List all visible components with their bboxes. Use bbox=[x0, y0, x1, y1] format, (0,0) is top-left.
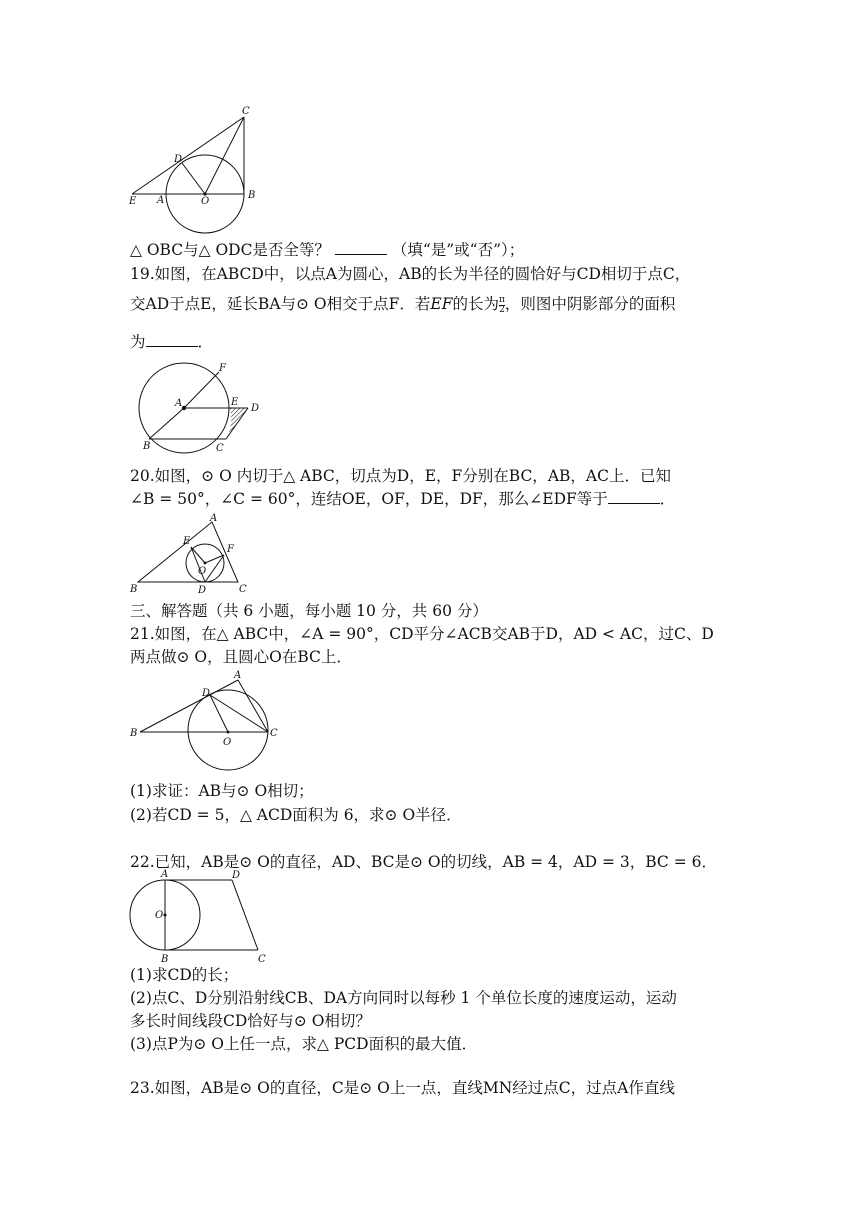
q18-answer-blank[interactable] bbox=[335, 240, 387, 255]
q19-line-AF bbox=[184, 372, 219, 408]
q21-label-D: D bbox=[202, 688, 211, 699]
q20-answer-blank[interactable] bbox=[608, 489, 660, 504]
q21-label-O: O bbox=[223, 737, 232, 748]
q20-line-OE bbox=[191, 547, 205, 563]
q18-question bbox=[130, 240, 524, 260]
q20-label-D: D bbox=[198, 585, 207, 596]
q22-sub2a: (2)点C、D分别沿射线CB、DA方向同时以每秒 1 个单位长度的速度运动，运动 bbox=[130, 989, 677, 1007]
q20-label-F: F bbox=[227, 544, 234, 555]
q18-label-A: A bbox=[157, 195, 165, 206]
q18-label-B: B bbox=[248, 190, 256, 201]
q18-question-text: △ OBC与△ ODC是否全等？ bbox=[130, 241, 330, 259]
q19-line-BA bbox=[149, 408, 184, 439]
q23-line1: 23.如图，AB是⊙ O的直径，C是⊙ O上一点，直线MN经过点C，过点A作直线 bbox=[130, 1079, 675, 1097]
q20-label-A: A bbox=[210, 513, 218, 524]
q20-line2 bbox=[130, 489, 675, 509]
q21-line1: 21.如图，在△ ABC中，∠A = 90°，CD平分∠ACB交AB于D，AD < AC，过C、D bbox=[130, 625, 714, 643]
q21-sub2: (2)若CD = 5，△ ACD面积为 6，求⊙ O半径． bbox=[130, 806, 462, 824]
q20-line2-suffix: ． bbox=[659, 490, 676, 508]
q22-line1: 22.已知，AB是⊙ O的直径，AD、BC是⊙ O的切线，AB = 4，AD = 3，BC = 6． bbox=[130, 853, 717, 871]
q18-line-EC bbox=[132, 117, 244, 194]
q18-figure bbox=[128, 104, 268, 234]
q19-line3-suffix: ． bbox=[197, 333, 214, 351]
q19-line2-part2: 的长为 bbox=[452, 295, 499, 313]
q22-center-dot bbox=[164, 914, 167, 917]
q22-label-O: O bbox=[155, 910, 164, 921]
q18-hint-text: （填“是”或“否”）； bbox=[391, 241, 525, 259]
q20-line2-text: ∠B = 50°，∠C = 60°，连结OE，OF，DE，DF，那么∠EDF等于 bbox=[130, 490, 608, 508]
q20-center-dot bbox=[204, 562, 207, 565]
q20-triangle-ABC bbox=[138, 522, 238, 582]
q21-label-C: C bbox=[270, 728, 278, 739]
q19-label-B: B bbox=[143, 441, 151, 452]
q21-center-dot bbox=[227, 731, 230, 734]
q20-label-C: C bbox=[239, 584, 247, 595]
q19-label-A: A bbox=[175, 398, 183, 409]
q19-frac-den: 2 bbox=[499, 304, 505, 315]
q19-line2-part3: ，则图中阴影部分的面积 bbox=[504, 295, 676, 313]
q19-center-dot bbox=[182, 406, 186, 410]
q22-sub2b: 多长时间线段CD恰好与⊙ O相切？ bbox=[130, 1012, 371, 1030]
q19-label-E: E bbox=[231, 397, 239, 408]
q20-line1: 20.如图，⊙ O 内切于△ ABC，切点为D，E，F分别在BC，AB，AC上．已知 bbox=[130, 467, 671, 485]
section3-heading: 三、解答题（共 6 小题，每小题 10 分，共 60 分） bbox=[130, 602, 488, 620]
q21-line-BA bbox=[140, 680, 238, 732]
q22-line-DC bbox=[232, 880, 258, 950]
q19-line2-part1: 交AD于点E，延长BA与⊙ O相交于点F．若 bbox=[130, 295, 431, 313]
q19-answer-blank[interactable] bbox=[146, 332, 198, 347]
q19-line1: 19.如图，在ABCD中，以点A为圆心，AB的长为半径的圆恰好与CD相切于点C， bbox=[130, 265, 691, 283]
q21-circle bbox=[188, 690, 268, 770]
q18-label-O: O bbox=[201, 196, 210, 207]
q19-figure bbox=[133, 362, 273, 457]
q20-label-O: O bbox=[198, 566, 207, 577]
q22-sub1: (1)求CD的长； bbox=[130, 966, 239, 984]
q21-label-A: A bbox=[234, 670, 242, 681]
q19-frac-num: π bbox=[499, 294, 505, 305]
q20-figure bbox=[128, 514, 258, 594]
q19-label-D: D bbox=[251, 403, 260, 414]
q18-line-OD bbox=[182, 163, 205, 194]
q20-label-B: B bbox=[130, 584, 138, 595]
q19-line2 bbox=[130, 294, 675, 315]
q22-label-B: B bbox=[161, 954, 169, 965]
q19-label-C: C bbox=[216, 443, 224, 454]
q18-label-E: E bbox=[129, 196, 137, 207]
q19-line3 bbox=[130, 332, 213, 352]
q22-label-D: D bbox=[232, 870, 241, 881]
q21-line-AC bbox=[238, 680, 268, 732]
q19-arc-label: EF bbox=[430, 295, 453, 313]
q21-sub1: (1)求证：AB与⊙ O相切； bbox=[130, 782, 314, 800]
q22-label-C: C bbox=[258, 954, 266, 965]
q21-figure bbox=[128, 670, 288, 750]
q19-arc-ef bbox=[430, 294, 452, 314]
q18-label-D: D bbox=[174, 154, 183, 165]
q22-label-A: A bbox=[161, 869, 169, 880]
q19-line3-prefix: 为 bbox=[130, 333, 146, 351]
q19-label-F: F bbox=[219, 363, 226, 374]
q22-figure bbox=[128, 866, 268, 966]
q22-sub3: (3)点P为⊙ O上任一点，求△ PCD面积的最大值． bbox=[130, 1035, 478, 1053]
q18-label-C: C bbox=[242, 106, 250, 117]
q20-label-E: E bbox=[183, 536, 191, 547]
q21-line2: 两点做⊙ O，且圆心O在BC上． bbox=[130, 648, 352, 666]
q21-label-B: B bbox=[130, 728, 138, 739]
